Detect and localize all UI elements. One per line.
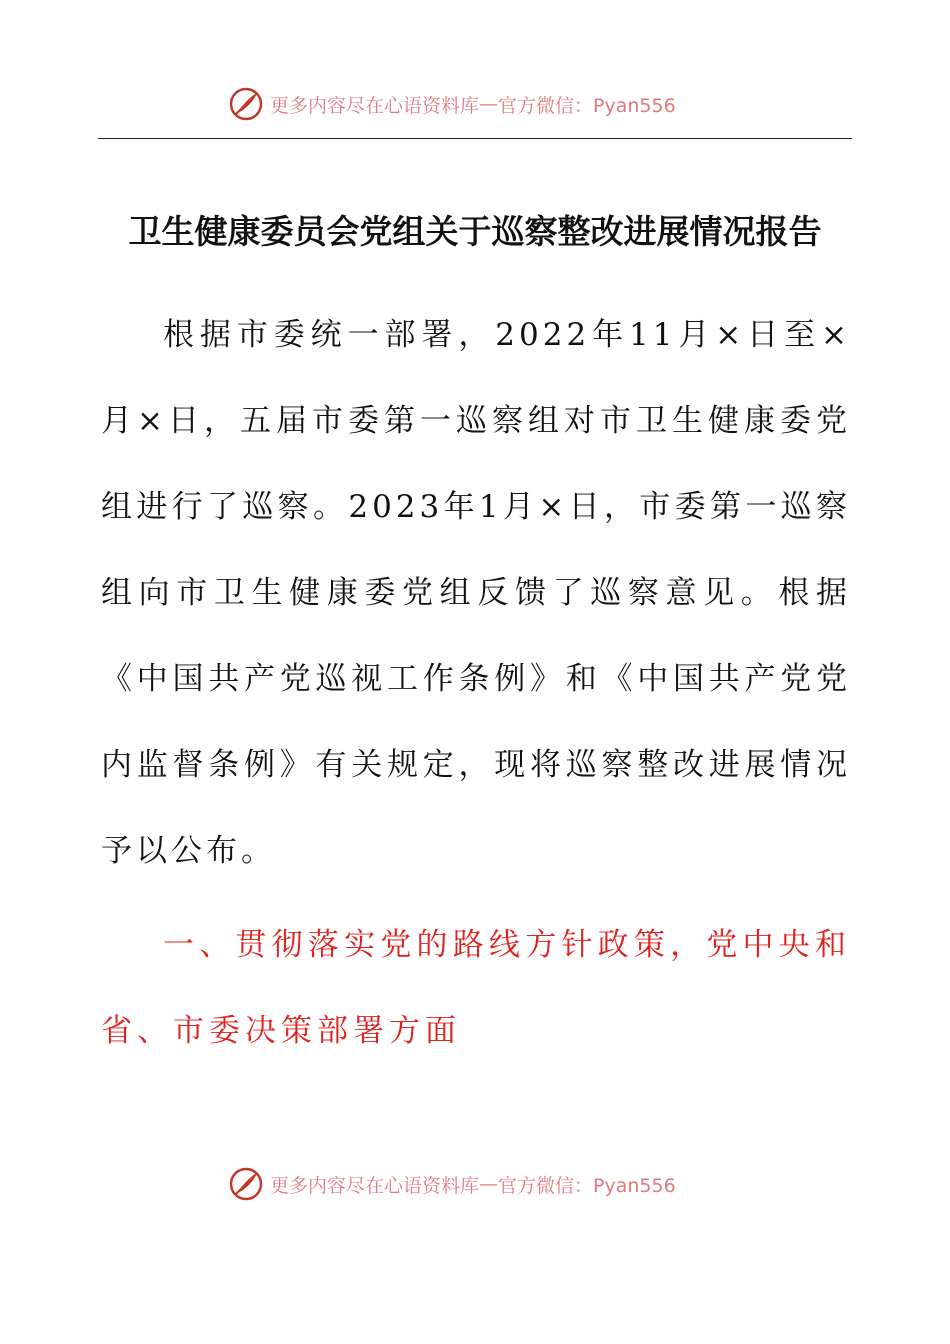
feather-pen-logo-icon [228,1166,264,1202]
section-heading: 一、贯彻落实党的路线方针政策，党中央和省、市委决策部署方面 [101,927,851,1049]
footer-watermark [228,1166,676,1202]
header-divider [98,138,852,139]
body-paragraph: 根据市委统一部署，2022年11月×日至×月×日，五届市委第一巡察组对市卫生健康委党组进行了巡察。2023年1月×日，市委第一巡察组向市卫生健康委党组反馈了巡察意见。根据《中国共产党巡视工作条例》和《中国共产党党内监督条例》有关规定，现将巡察整改进展情况予以公布。 [101,317,851,869]
feather-pen-logo-icon [228,86,264,122]
watermark-separator: — [479,93,499,115]
watermark-contact-text: 官方微信：Pyan556 [498,1174,676,1197]
watermark-contact-text: 官方微信：Pyan556 [498,94,676,117]
watermark-brand-text: 更多内容尽在心语资料库 [270,94,480,117]
watermark-separator: — [479,1173,499,1195]
header-watermark [228,86,676,122]
watermark-brand-text: 更多内容尽在心语资料库 [270,1174,480,1197]
document-title: 卫生健康委员会党组关于巡察整改进展情况报告 [128,212,822,251]
